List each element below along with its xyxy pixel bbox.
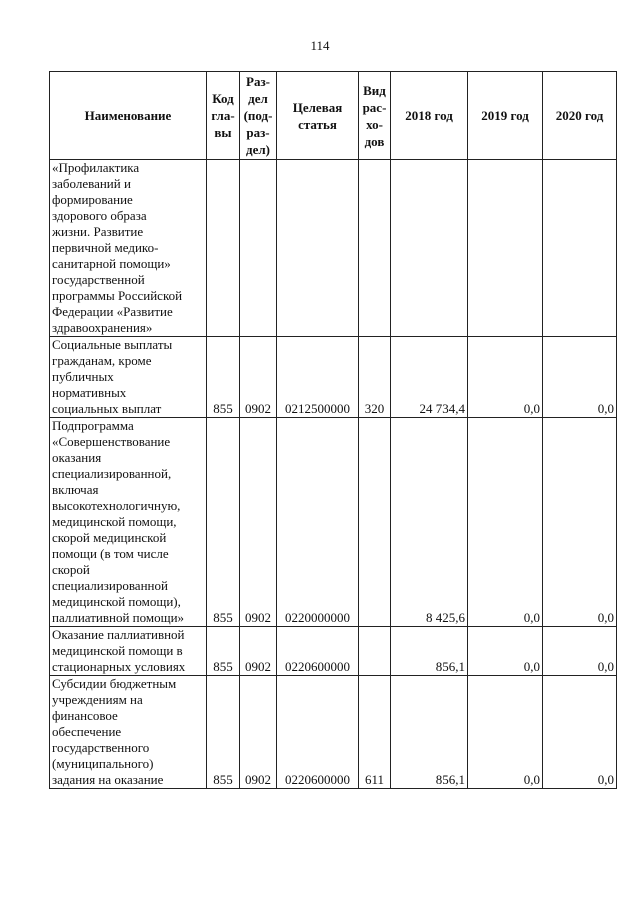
header-row [50,72,617,160]
row-expense-type [359,418,391,627]
table-row [50,676,617,789]
row-section: 0902 [240,337,277,418]
header-target-article: Целевая статья [277,72,359,160]
row-chapter-code: 855 [207,418,240,627]
row-2020: 0,0 [543,418,617,627]
row-2018: 856,1 [391,627,468,676]
row-target-article: 0220000000 [277,418,359,627]
row-target-article [277,160,359,337]
row-expense-type [359,160,391,337]
header-name: Наименование [50,72,207,160]
row-section [240,160,277,337]
page-number: 114 [310,38,330,53]
table-row [50,337,617,418]
row-chapter-code [207,160,240,337]
header-2018: 2018 год [391,72,468,160]
row-name: «Профилактика заболеваний и формирование здорового образа жизни. Развитие первичной медико- санитарной помощи» государственной программы Российской Федерации «Развитие здравоохранения» [50,160,207,337]
row-chapter-code: 855 [207,676,240,789]
row-2018: 856,1 [391,676,468,789]
row-2019: 0,0 [468,676,543,789]
table-row [50,418,617,627]
row-2019 [468,160,543,337]
row-2019: 0,0 [468,418,543,627]
row-2018: 24 734,4 [391,337,468,418]
row-section: 0902 [240,418,277,627]
budget-table [49,71,617,789]
row-name: Субсидии бюджетным учреждениям на финансовое обеспечение государственного (муниципального) задания на оказание [50,676,207,789]
row-name: Подпрограмма «Совершенствование оказания специализированной, включая высокотехнологичную, медицинской помощи, скорой медицинской помощи (в том числе скорой специализированной медицинской помощи), паллиативной помощи» [50,418,207,627]
row-name: Оказание паллиативной медицинской помощи в стационарных условиях [50,627,207,676]
row-2019: 0,0 [468,627,543,676]
row-target-article: 0220600000 [277,676,359,789]
row-2018: 8 425,6 [391,418,468,627]
row-target-article: 0212500000 [277,337,359,418]
row-2020: 0,0 [543,337,617,418]
row-2018 [391,160,468,337]
row-chapter-code: 855 [207,337,240,418]
header-section: Раз- дел (под- раз- дел) [240,72,277,160]
row-section: 0902 [240,627,277,676]
row-chapter-code: 855 [207,627,240,676]
header-expense-type: Вид рас- хо- дов [359,72,391,160]
table-row [50,627,617,676]
row-2020: 0,0 [543,627,617,676]
row-name: Социальные выплаты гражданам, кроме публичных нормативных социальных выплат [50,337,207,418]
row-2020: 0,0 [543,676,617,789]
table-row [50,160,617,337]
row-2020 [543,160,617,337]
row-target-article: 0220600000 [277,627,359,676]
row-expense-type: 611 [359,676,391,789]
header-chapter-code: Код гла- вы [207,72,240,160]
row-section: 0902 [240,676,277,789]
header-2020: 2020 год [543,72,617,160]
row-expense-type: 320 [359,337,391,418]
row-2019: 0,0 [468,337,543,418]
header-2019: 2019 год [468,72,543,160]
row-expense-type [359,627,391,676]
